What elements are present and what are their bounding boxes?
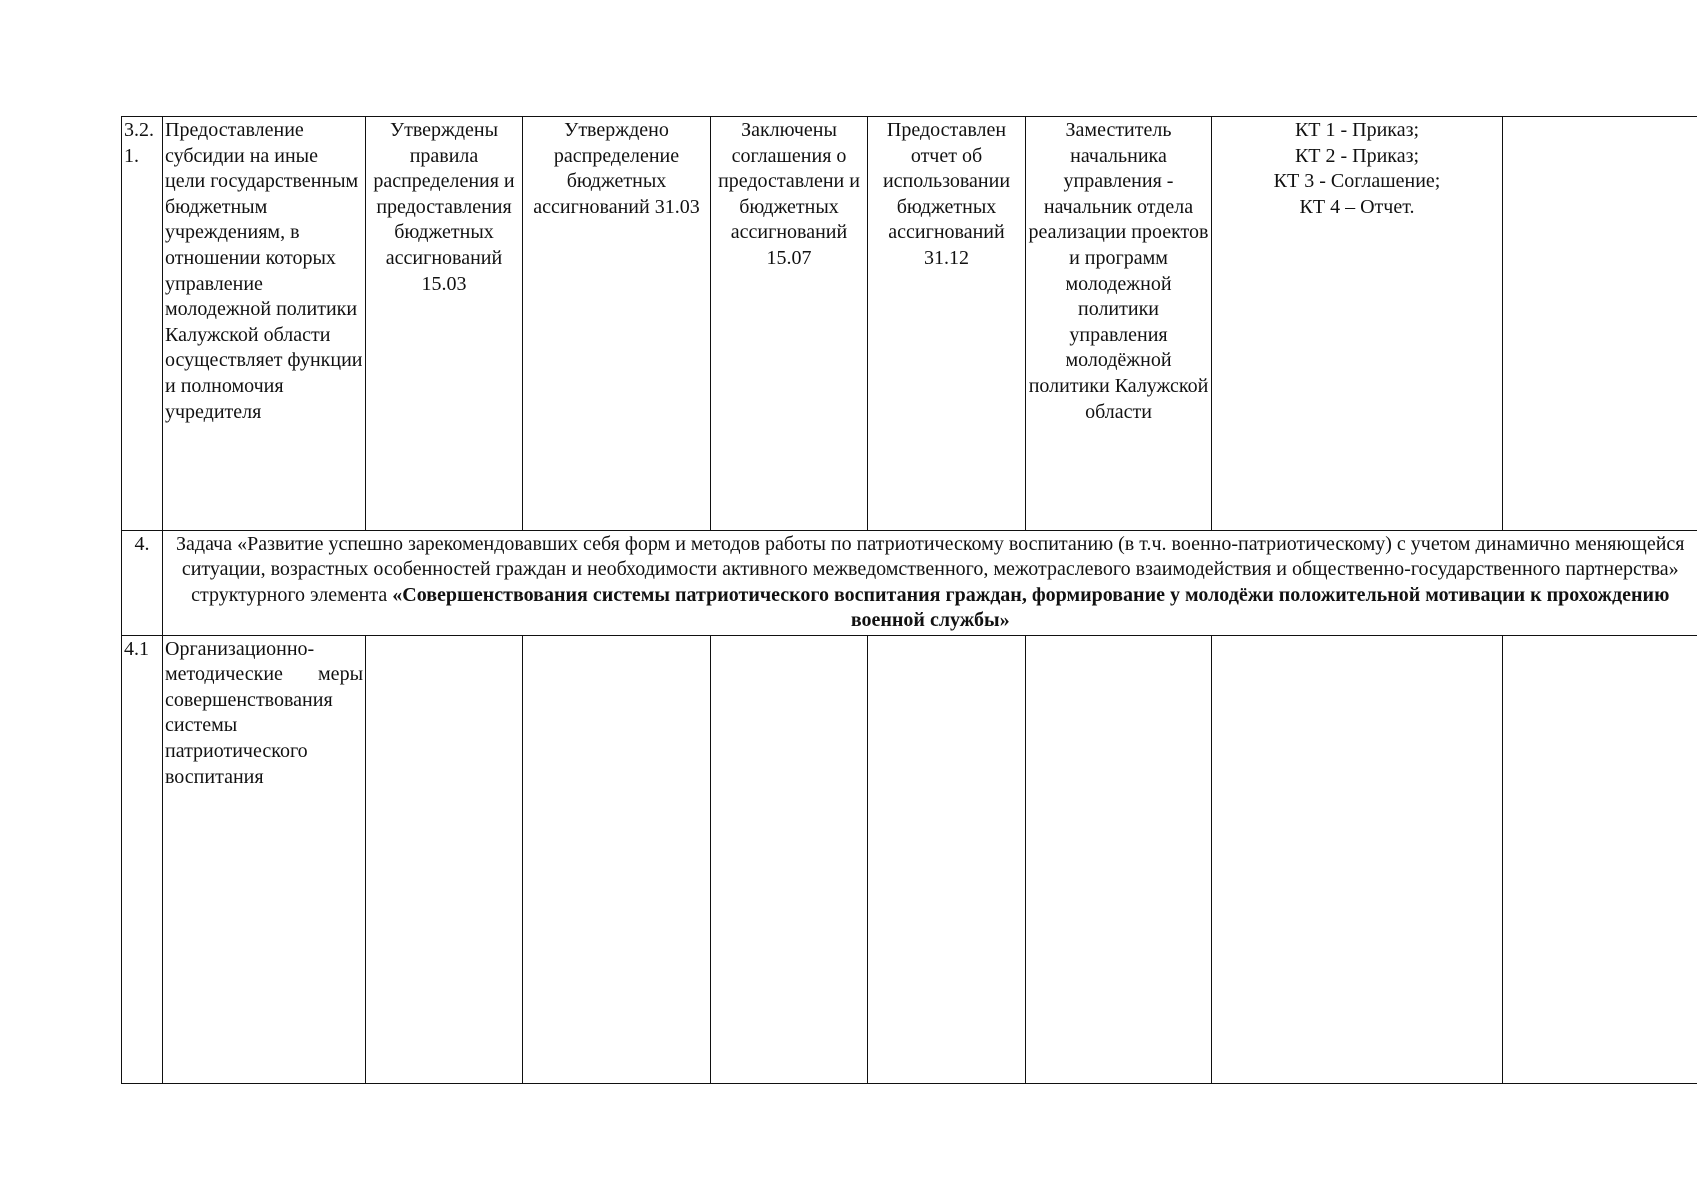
document-item: КТ 2 - Приказ; xyxy=(1294,144,1420,167)
event-name-cell: Организационно-методические меры совершенствования системы патриотического воспитания xyxy=(163,635,366,1083)
extra-cell xyxy=(1503,117,1697,531)
control-point-1-cell: Утверждены правила распределения и предоставления бюджетных ассигнований 15.03 xyxy=(366,117,523,531)
responsible-cell: Заместитель начальника управления - начальник отдела реализации проектов и программ молодежной политики управления молодёжной политики Калужской области xyxy=(1026,117,1212,531)
row-number: 4.1 xyxy=(122,635,163,1083)
extra-cell xyxy=(1503,635,1697,1083)
event-name-cell: Предоставление субсидии на иные цели государственным бюджетным учреждениям, в отношении которых управление молодежной политики Калужской области осуществляет функции и полномочия учредителя xyxy=(163,117,366,531)
control-point-3-cell xyxy=(711,635,868,1083)
document-item: КТ 3 - Соглашение; xyxy=(1273,170,1441,193)
document-item: КТ 1 - Приказ; xyxy=(1294,119,1420,141)
control-point-4-cell xyxy=(868,635,1026,1083)
task-row xyxy=(122,531,1697,636)
task-description xyxy=(163,531,1697,636)
task-number: 4. xyxy=(122,531,163,636)
control-point-3-cell: Заключены соглашения о предоставлени и бюджетных ассигнований 15.07 xyxy=(711,117,868,531)
task-text: Задача «Развитие успешно зарекомендовавших себя форм и методов работы по патриотическому воспитанию (в т.ч. военно-патриотическому) с учетом динамично меняющейся ситуации, возрастных особенностей граждан и необходимости активного межведомственного, межотраслевого взаимодействия и общественно-государственного партнерства» структурного элемента xyxy=(176,533,1685,606)
control-point-2-cell: Утверждено распределение бюджетных ассигнований 31.03 xyxy=(523,117,711,531)
control-point-2-cell xyxy=(523,635,711,1083)
document-item: КТ 4 – Отчет. xyxy=(1299,195,1415,218)
structural-element-title: «Совершенствования системы патриотического воспитания граждан, формирование у молодёжи положительной мотивации к прохождению военной службы» xyxy=(392,583,1670,632)
table-row xyxy=(122,117,1697,531)
responsible-cell xyxy=(1026,635,1212,1083)
plan-table xyxy=(121,116,1697,1084)
documents-cell xyxy=(1212,117,1503,531)
table-row xyxy=(122,635,1697,1083)
documents-cell xyxy=(1212,635,1503,1083)
row-number: 3.2. 1. xyxy=(122,117,163,531)
control-point-1-cell xyxy=(366,635,523,1083)
control-point-4-cell: Предоставлен отчет об использовании бюджетных ассигнований 31.12 xyxy=(868,117,1026,531)
